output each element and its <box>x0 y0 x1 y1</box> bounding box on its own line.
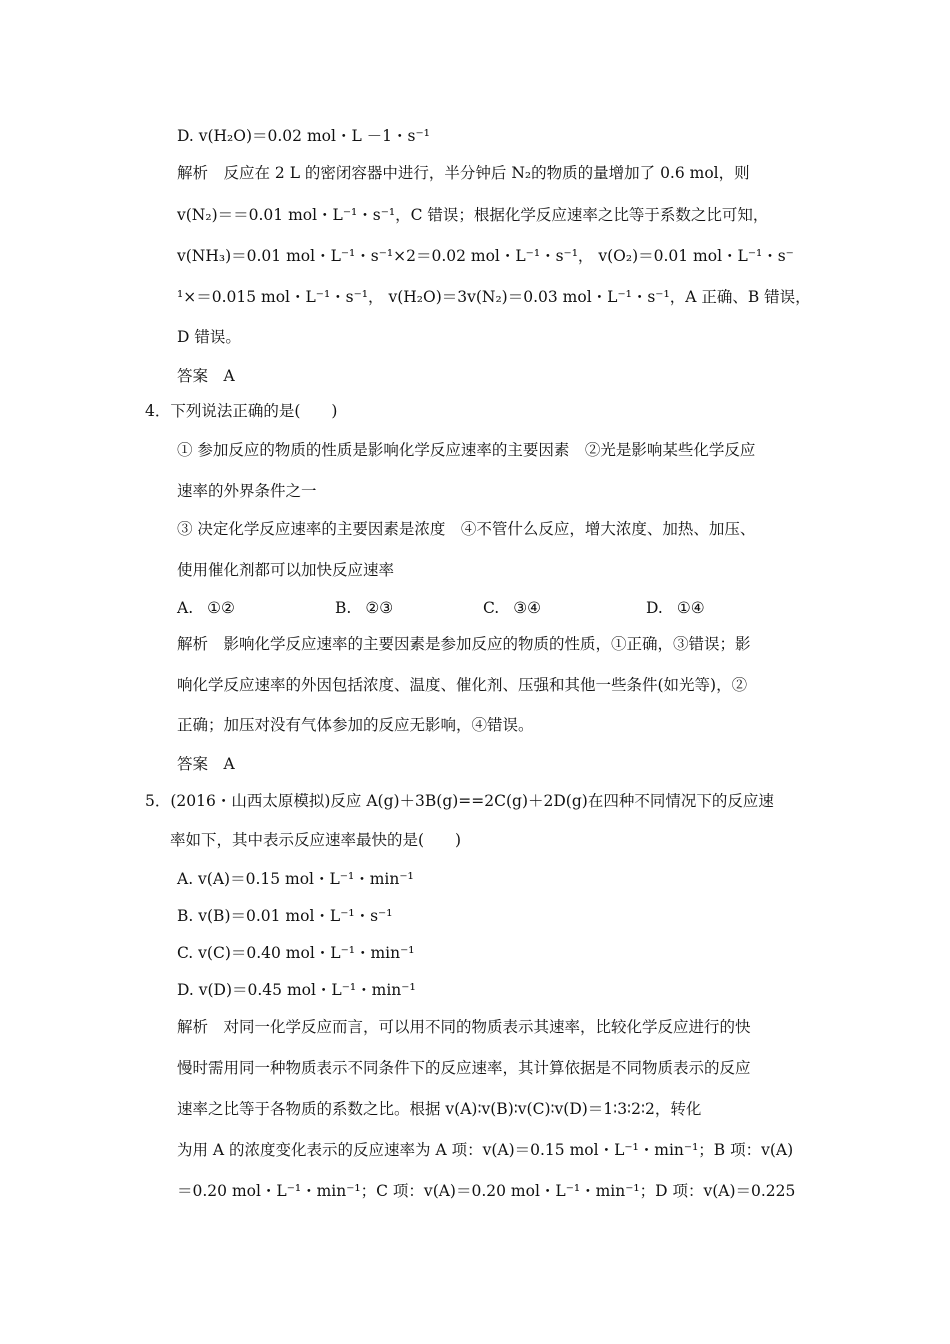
q4-stem: 4．下列说法正确的是( ) <box>145 402 338 420</box>
q5-option-b: B. v(B)＝0.01 mol・L⁻¹・s⁻¹ <box>177 907 393 925</box>
q4-statement-line: ③ 决定化学反应速率的主要因素是浓度 ④不管什么反应，增大浓度、加热、加压、 <box>177 520 756 538</box>
q4-option-text: ②③ <box>365 599 394 617</box>
q3-analysis-line: ¹×＝0.015 mol・L⁻¹・s⁻¹， v(H₂O)＝3v(N₂)＝0.03 mol・L⁻¹・s⁻¹，A 正确、B 错误， <box>177 288 811 306</box>
q4-option-label: A. <box>177 599 194 617</box>
q4-option-label: C. <box>483 599 500 617</box>
q5-stem-line: 率如下，其中表示反应速率最快的是( ) <box>170 831 462 849</box>
q5-analysis-line: ＝0.20 mol・L⁻¹・min⁻¹；C 项：v(A)＝0.20 mol・L⁻¹・min⁻¹；D 项：v(A)＝0.225 <box>177 1182 796 1200</box>
q5-option-d: D. v(D)＝0.45 mol・L⁻¹・min⁻¹ <box>177 981 416 999</box>
q3-analysis-line: 解析 反应在 2 L 的密闭容器中进行，半分钟后 N₂的物质的量增加了 0.6 mol，则 <box>177 164 750 182</box>
q3-analysis-line: D 错误。 <box>177 328 241 346</box>
q5-stem-line: 5．(2016・山西太原模拟)反应 A(g)＋3B(g)==2C(g)＋2D(g)在四种不同情况下的反应速 <box>145 792 774 810</box>
q5-analysis-line: 慢时需用同一种物质表示不同条件下的反应速率，其计算依据是不同物质表示的反应 <box>177 1059 751 1077</box>
q4-option-d <box>646 597 705 619</box>
q5-analysis-line: 速率之比等于各物质的系数之比。根据 v(A)∶v(B)∶v(C)∶v(D)＝1∶3∶2∶2，转化 <box>177 1100 702 1118</box>
q5-option-c: C. v(C)＝0.40 mol・L⁻¹・min⁻¹ <box>177 944 415 962</box>
q5-analysis-line: 解析 对同一化学反应而言，可以用不同的物质表示其速率，比较化学反应进行的快 <box>177 1018 751 1036</box>
q4-option-text: ③④ <box>513 599 542 617</box>
q4-statement-line: ① 参加反应的物质的性质是影响化学反应速率的主要因素 ②光是影响某些化学反应 <box>177 441 756 459</box>
q4-option-text: ①④ <box>676 599 705 617</box>
q4-analysis-line: 正确；加压对没有气体参加的反应无影响，④错误。 <box>177 716 534 734</box>
q4-option-c <box>483 597 541 619</box>
q5-analysis-line: 为用 A 的浓度变化表示的反应速率为 A 项：v(A)＝0.15 mol・L⁻¹・min⁻¹；B 项：v(A) <box>177 1141 794 1159</box>
q3-analysis-line: v(NH₃)＝0.01 mol・L⁻¹・s⁻¹×2＝0.02 mol・L⁻¹・s⁻¹， v(O₂)＝0.01 mol・L⁻¹・s⁻ <box>177 247 794 265</box>
q4-option-a <box>177 597 235 619</box>
q4-option-b <box>335 597 393 619</box>
q3-answer: 答案 A <box>177 367 235 385</box>
q4-analysis-line: 解析 影响化学反应速率的主要因素是参加反应的物质的性质，①正确，③错误；影 <box>177 635 751 653</box>
q4-option-label: B. <box>335 599 352 617</box>
q4-answer: 答案 A <box>177 755 235 773</box>
q4-option-label: D. <box>646 599 663 617</box>
q4-statement-line: 使用催化剂都可以加快反应速率 <box>177 561 395 579</box>
q3-option-d: D. v(H₂O)＝0.02 mol・L －1・s⁻¹ <box>177 127 430 145</box>
q4-option-text: ①② <box>207 599 235 617</box>
q3-analysis-line: v(N₂)＝＝0.01 mol・L⁻¹・s⁻¹，C 错误；根据化学反应速率之比等于系数之比可知， <box>177 206 769 224</box>
q4-statement-line: 速率的外界条件之一 <box>177 482 317 500</box>
q5-option-a: A. v(A)＝0.15 mol・L⁻¹・min⁻¹ <box>177 870 414 888</box>
q4-analysis-line: 响化学反应速率的外因包括浓度、温度、催化剂、压强和其他一些条件(如光等)，② <box>177 676 748 694</box>
